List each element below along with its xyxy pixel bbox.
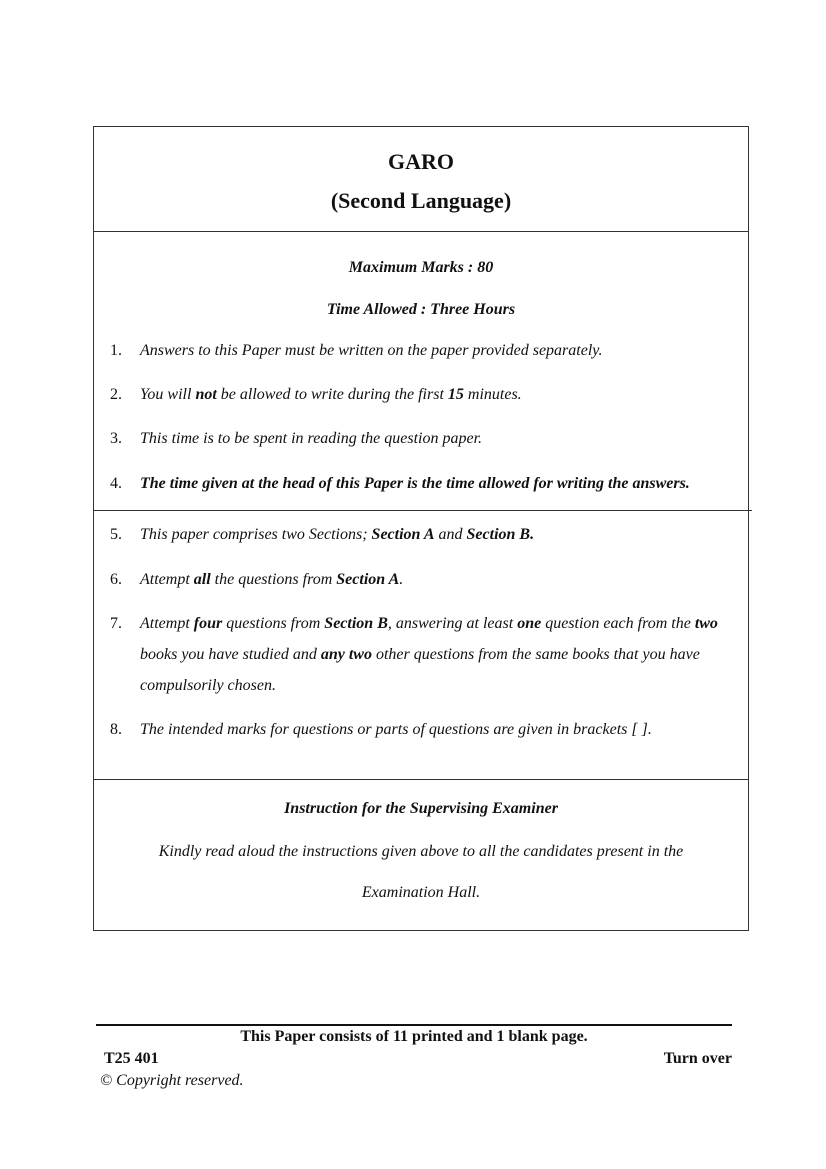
instruction-text: Attempt all the questions from Section A. [140,571,404,588]
instruction-text: The time given at the head of this Paper is the time allowed for writing the answers. [140,475,690,492]
paper-code: T25 401 [104,1050,159,1067]
paper-title: GARO [388,149,454,174]
instruction-number: 2. [110,386,122,403]
exam-cover-box [93,126,749,931]
instructions-divider [94,510,752,511]
instruction-number: 7. [110,615,122,632]
instruction-number: 4. [110,475,122,492]
examiner-instruction-line1: Kindly read aloud the instructions given above to all the candidates present in the [158,843,684,860]
instruction-text: This time is to be spent in reading the question paper. [140,430,483,447]
max-marks: Maximum Marks : 80 [348,259,494,276]
title-divider [94,231,748,232]
instruction-number: 1. [110,342,122,359]
instruction-text: You will not be allowed to write during the first 15 minutes. [140,386,522,403]
instruction-text: Attempt four questions from Section B, answering at least one question each from the two books you have studied and any two other questions from the same books that you have compulsorily chosen. [140,615,718,694]
instruction-number: 8. [110,721,122,738]
instruction-number: 6. [110,571,122,588]
instruction-number: 5. [110,526,122,543]
examiner-heading: Instruction for the Supervising Examiner [284,800,558,817]
instruction-text: The intended marks for questions or parts of questions are given in brackets [ ]. [140,721,652,738]
examiner-divider [94,779,748,780]
examiner-instruction-line2: Examination Hall. [361,884,481,901]
instruction-number: 3. [110,430,122,447]
turn-over-label: Turn over [663,1050,732,1067]
footer-rule [96,1024,732,1026]
instruction-text: Answers to this Paper must be written on the paper provided separately. [140,342,603,359]
page-count-note: This Paper consists of 11 printed and 1 blank page. [240,1028,588,1045]
copyright-notice: © Copyright reserved. [100,1072,244,1089]
time-allowed: Time Allowed : Three Hours [326,301,516,318]
instruction-text: This paper comprises two Sections; Section A and Section B. [140,526,535,543]
paper-subtitle: (Second Language) [330,188,512,213]
